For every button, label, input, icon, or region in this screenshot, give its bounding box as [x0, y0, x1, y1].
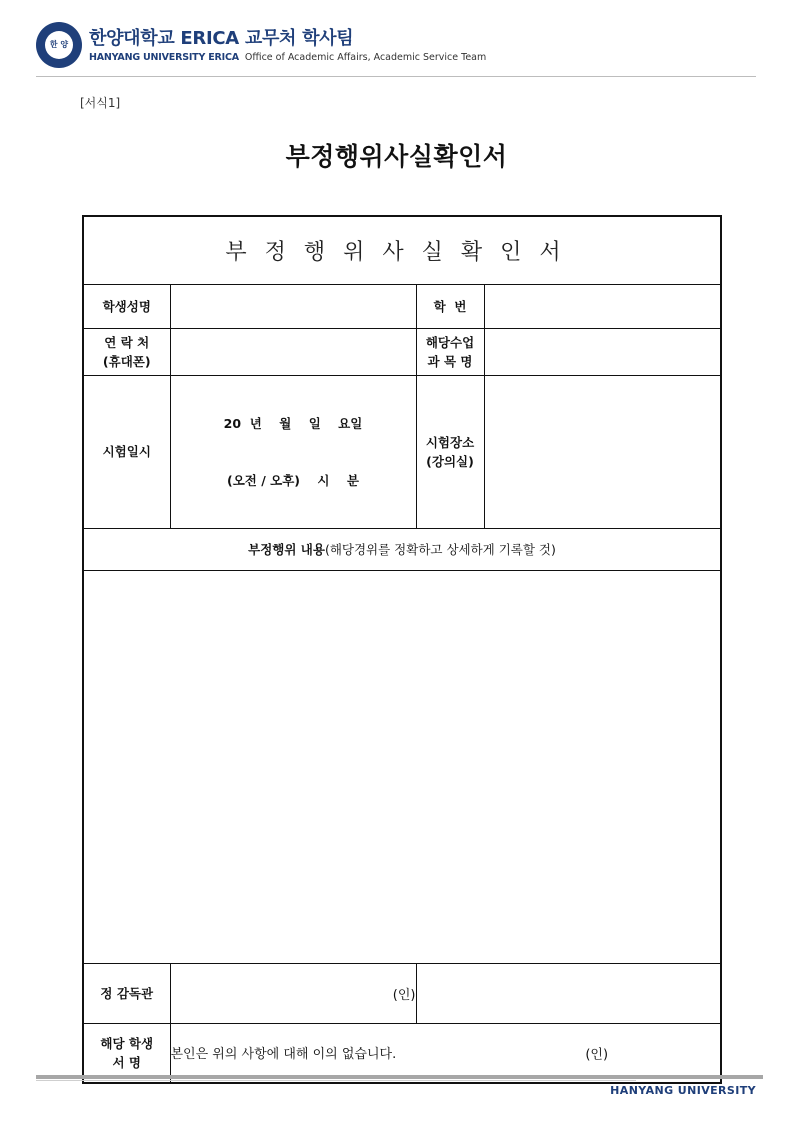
proctor-extra-field[interactable]	[416, 963, 721, 1023]
exam-datetime-label: 시험일시	[83, 375, 170, 528]
student-signature-label-line1: 해당 학생	[100, 1035, 154, 1051]
student-id-value	[485, 285, 721, 328]
contact-label	[83, 328, 170, 375]
student-info-row	[83, 284, 721, 328]
student-seal-mark: (인)	[585, 1047, 609, 1063]
header-divider	[36, 76, 756, 77]
org-name: 한양대학교 ERICA 교무처 학사팀	[89, 28, 354, 49]
document-title: 부정행위사실확인서	[285, 142, 508, 171]
contact-value	[171, 329, 416, 375]
course-label	[416, 328, 484, 375]
exam-row	[83, 375, 721, 528]
exam-place-field[interactable]	[484, 375, 721, 528]
footer-university: HANYANG UNIVERSITY	[610, 1084, 756, 1097]
contact-label-line2: (휴대폰)	[102, 353, 151, 369]
student-signature-field[interactable]	[170, 1023, 721, 1083]
proctor-row	[83, 963, 721, 1023]
content-row	[83, 570, 721, 963]
contact-label-line1: 연 락 처	[104, 334, 150, 350]
student-signature-label-line2: 서 명	[112, 1054, 141, 1070]
course-label-line1: 해당수업	[425, 334, 475, 350]
form-title-row	[83, 216, 721, 284]
proctor-label: 정 감독관	[83, 963, 170, 1023]
course-label-line2: 과 목 명	[427, 353, 473, 369]
contact-field[interactable]	[170, 328, 416, 375]
course-field[interactable]	[484, 328, 721, 375]
footer-divider	[36, 1075, 763, 1079]
misconduct-form-table	[82, 215, 722, 1084]
university-name-en: HANYANG UNIVERSITY ERICA	[89, 52, 239, 63]
content-header	[83, 528, 721, 570]
content-header-row	[83, 528, 721, 570]
misconduct-content-value	[84, 571, 720, 963]
student-name-label: 학생성명	[83, 284, 170, 328]
content-header-note: (해당경위를 정확하고 상세하게 기록할 것)	[324, 542, 556, 557]
student-id-field[interactable]	[484, 284, 721, 328]
seal-text: 한 양	[45, 31, 73, 59]
department-name-en: Office of Academic Affairs, Academic Service Team	[244, 52, 487, 63]
course-value	[485, 329, 721, 375]
proctor-extra-value	[417, 964, 721, 1023]
form-box-title: 부정행위사실확인서	[83, 216, 721, 284]
exam-place-label-line1: 시험장소	[425, 434, 475, 450]
exam-place-label-line2: (강의실)	[426, 453, 474, 469]
exam-datetime-line2: (오전 / 오후) 시 분	[227, 472, 359, 488]
proctor-signature-field[interactable]	[170, 963, 416, 1023]
contact-row	[83, 328, 721, 375]
student-signature-row	[83, 1023, 721, 1083]
content-header-title: 부정행위 내용	[248, 542, 325, 557]
footer-divider-thin	[36, 1080, 636, 1081]
form-code: [서식1]	[80, 96, 121, 110]
university-seal-icon	[36, 22, 82, 68]
exam-place-label	[416, 375, 484, 528]
student-name-field[interactable]	[170, 284, 416, 328]
student-signature-label	[83, 1023, 170, 1083]
misconduct-content-field[interactable]	[83, 570, 721, 963]
pledge-text: 본인은 위의 사항에 대해 이의 없습니다.	[170, 1047, 397, 1063]
exam-datetime-field[interactable]	[170, 375, 416, 528]
org-name-en	[89, 52, 486, 63]
student-id-label: 학 번	[416, 284, 484, 328]
exam-place-value	[485, 376, 721, 528]
exam-datetime-line1: 20 년 월 일 요일	[223, 415, 363, 431]
proctor-seal-mark: (인)	[392, 987, 416, 1003]
student-name-value	[171, 285, 416, 328]
letterhead	[36, 22, 756, 78]
